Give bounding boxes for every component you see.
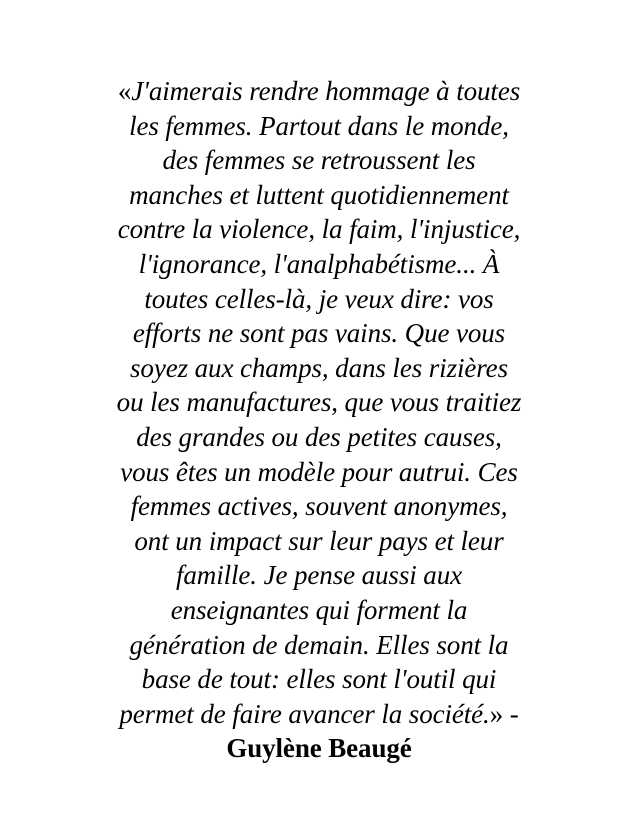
quote-line: femmes actives, souvent anonymes, <box>130 491 508 522</box>
quote-line: contre la violence, la faim, l'injustice, <box>117 214 521 245</box>
open-quote-mark: « <box>117 76 132 106</box>
quote-line: ou les manufactures, que vous traitiez <box>116 387 522 418</box>
quote-line: toutes celles-là, je veux dire: vos <box>144 283 494 314</box>
quote-line: base de tout: elles sont l'outil qui <box>141 664 497 695</box>
quote-line: efforts ne sont pas vains. Que vous <box>132 318 506 349</box>
quote-line: des grandes ou des petites causes, <box>136 421 502 452</box>
quote-line: l'ignorance, l'analphabétisme... À <box>138 248 500 279</box>
quote-author: Guylène Beaugé <box>226 733 412 764</box>
quote-line: les femmes. Partout dans le monde, <box>129 110 509 141</box>
quote-line: soyez aux champs, dans les rizières <box>130 352 508 383</box>
quote-line <box>86 697 552 732</box>
quote-line: enseignantes qui forment la <box>170 594 468 625</box>
quote-line-text: permet de faire avancer la société. <box>119 698 490 729</box>
quote-line-text: J'aimerais rendre hommage à toutes <box>131 76 521 106</box>
quote-line: génération de demain. Elles sont la <box>129 629 509 660</box>
quote-block <box>86 74 552 766</box>
quote-line <box>86 74 552 109</box>
quote-line: ont un impact sur leur pays et leur <box>134 525 504 556</box>
close-quote-mark: » <box>489 698 504 729</box>
quote-line: vous êtes un modèle pour autrui. Ces <box>120 456 518 487</box>
attribution-dash: - <box>503 698 519 729</box>
quote-line: manches et luttent quotidiennement <box>129 179 509 210</box>
quote-line: famille. Je pense aussi aux <box>176 560 462 591</box>
quote-line: des femmes se retroussent les <box>162 145 476 176</box>
